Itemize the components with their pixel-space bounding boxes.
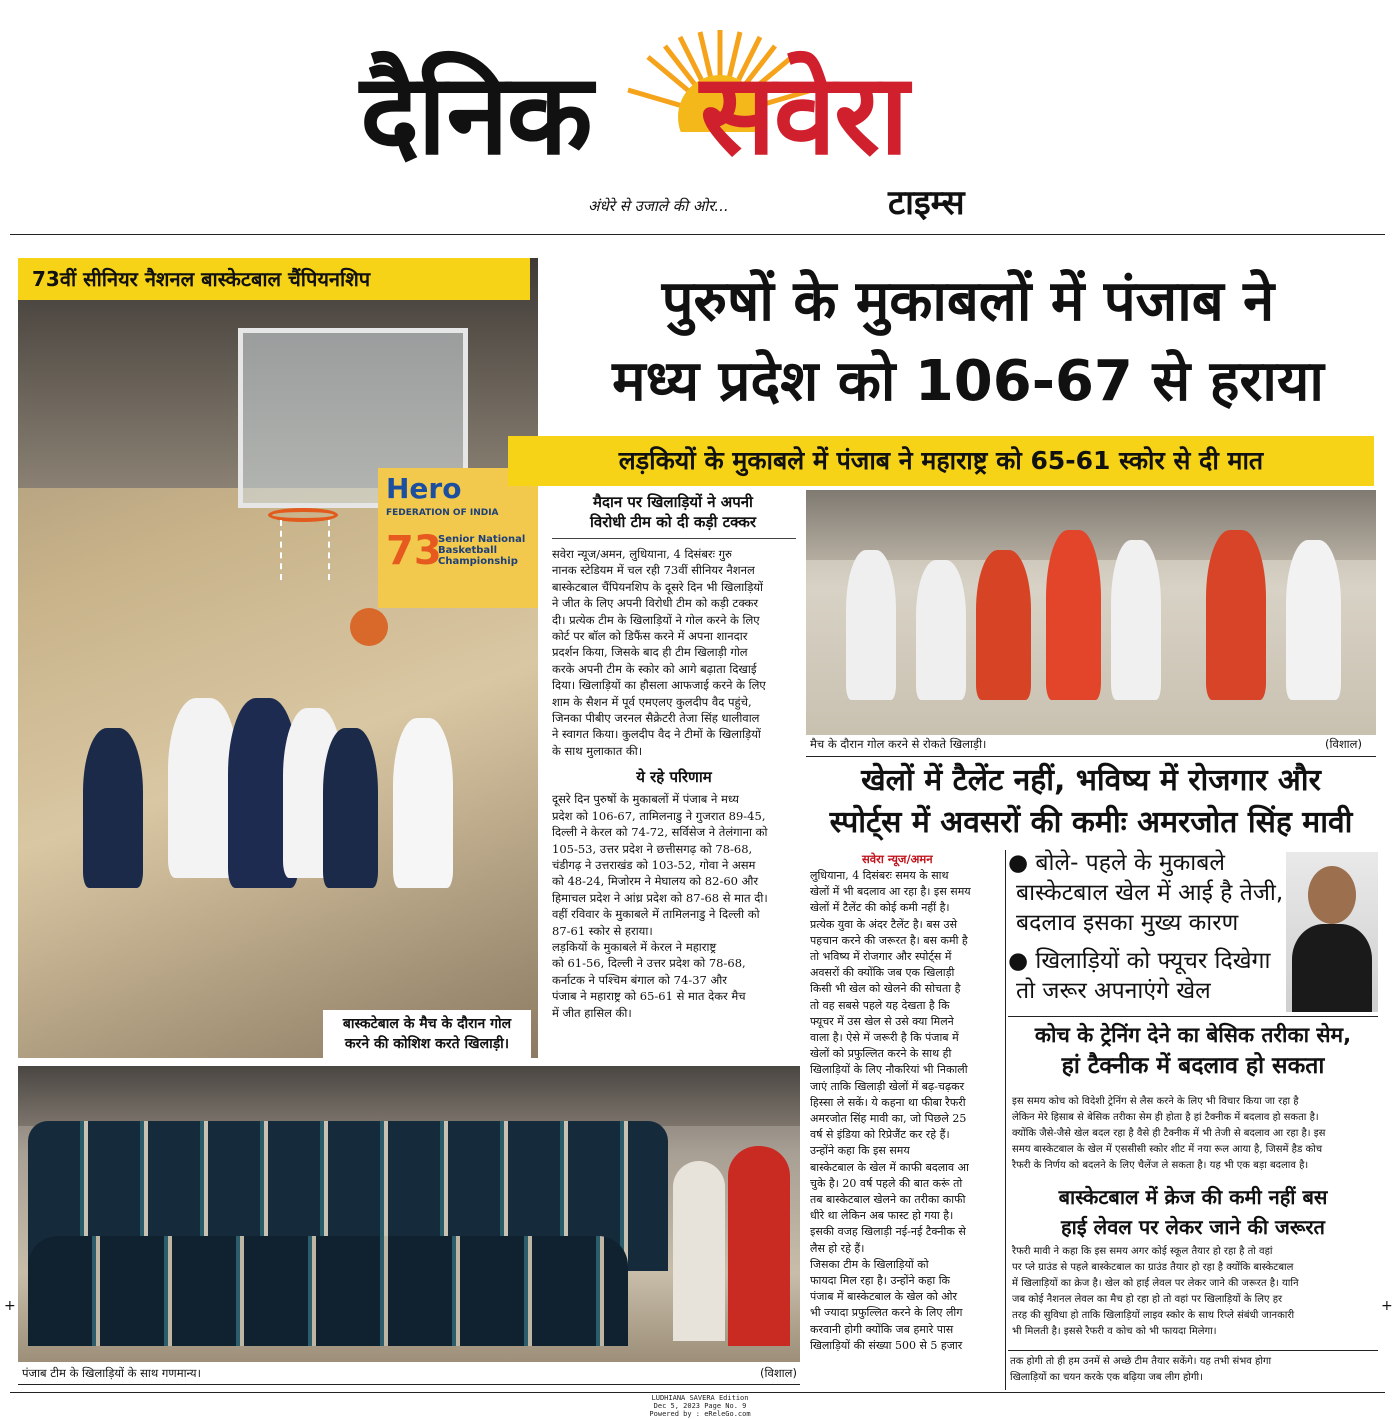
story2-line: खेलों को प्रफुल्लित करने के साथ ही <box>810 1047 952 1061</box>
main-headline <box>548 262 1388 422</box>
story1-line: के साथ मुलाकात की। <box>552 743 643 758</box>
results-line: हिमाचल प्रदेश ने आंध्र प्रदेश को 87-68 से मात दी। <box>552 890 768 905</box>
story2-headline-line2: स्पोर्ट्स में अवसरों की कमीः अमरजोत सिंह मावी <box>829 805 1353 840</box>
story1-line: करके अपनी टीम के स्कोर को आगे बढ़ाता दिखाई <box>552 661 757 676</box>
story2-line: वर्ष से इंडिया को रिप्रेजैंट कर रहे हैं। <box>810 1128 950 1142</box>
team-photo <box>18 1066 800 1362</box>
bottom-rule <box>10 1392 1385 1393</box>
story2-line: फ्यूचर में उस खेल से उसे क्या मिलने <box>810 1014 954 1028</box>
basketball-action-photo <box>18 258 538 1058</box>
bottom-line2: खिलाड़ियों का चयन करके एक बढ़िया जब लीग होगी। <box>1010 1372 1203 1383</box>
banner-championship: Senior National Basketball Championship <box>438 534 526 567</box>
sub2-heading-line2: हाई लेवल पर लेकर जाने की जरूरत <box>1061 1215 1325 1239</box>
story2-byline: सवेरा न्यूज/अमन <box>862 852 933 866</box>
section-tag: 73वीं सीनियर नैशनल बास्केटबाल चैंपियनशिप <box>18 258 530 300</box>
story2-body <box>810 868 1002 1354</box>
sub2-line: जब कोई नैशनल लेवल का मैच हो रहा हो तो वहां पर खिलाड़ियों के लिए हर <box>1012 1294 1283 1305</box>
column-divider <box>1005 850 1006 1390</box>
masthead-subtitle: टाइम्स <box>888 183 965 223</box>
photo2-rule <box>806 756 1376 757</box>
registration-mark-icon: + <box>1381 1298 1393 1314</box>
team-front-row <box>28 1236 628 1346</box>
bullet-2 <box>1008 946 1284 976</box>
sub1-line: समय बास्केटबाल के खेल में एससीसी स्कोर शीट में नया रूल आया है, जिसमें हैड कोच <box>1012 1144 1323 1155</box>
player-figure <box>1111 540 1161 700</box>
story2-line: पहचान करने की जरूरत है। बस कमी है <box>810 933 968 947</box>
banner-number: 73 <box>386 528 442 574</box>
bullet-1 <box>1008 848 1284 878</box>
story1-line: जिनका पीबीए जरनल सैक्रेटरी तेजा सिंह धालीवाल <box>552 711 760 726</box>
championship-banner <box>378 468 538 608</box>
story1-line: सवेरा न्यूज/अमन, लुधियाना, 4 दिसंबरः गुरु <box>552 547 732 561</box>
results-line: दिल्ली ने केरल को 74-72, सर्विसेज ने तेलंगाना को <box>552 825 768 840</box>
player-figure <box>916 560 966 700</box>
story2-line: करवानी होगी क्योंकि जब हमारे पास <box>810 1322 954 1336</box>
story2-bullets <box>1008 848 1284 1006</box>
story2-line: बास्केटबाल के खेल में काफी बदलाव आ <box>810 1160 969 1174</box>
story2-line: पंजाब में बास्केटबाल के खेल को ओर <box>810 1290 958 1304</box>
story2-line: चुके है। 20 वर्ष पहले की बात करूं तो <box>810 1176 963 1190</box>
results-line: कर्नाटक ने पश्चिम बंगाल को 74-37 और <box>552 972 727 987</box>
bullet2-line2: तो जरूर अपनाएंगे खेल <box>1016 978 1211 1004</box>
story2-line: तो वह सबसे पहले यह देखता है कि <box>810 998 950 1012</box>
sub1-heading-line2: हां टैक्नीक में बदलाव हो सकता <box>1061 1053 1325 1079</box>
results-line: दूसरे दिन पुरुषों के मुकाबलों में पंजाब ने मध्य <box>552 792 739 807</box>
portrait-head <box>1308 866 1356 924</box>
story1-line: प्रदर्शन किया, जिसके बाद ही टीम खिलाड़ी गोल <box>552 645 748 660</box>
headline-line2: मध्य प्रदेश को 106-67 से हराया <box>612 349 1324 414</box>
story2-line: धीरे था लेकिन अब फास्ट हो गया है। <box>810 1209 954 1223</box>
sub-headline: लड़कियों के मुकाबले में पंजाब ने महाराष्ट्र को 65-61 स्कोर से दी मात <box>508 436 1374 486</box>
sub1-line: लेकिन मेरे हिसाब से बेसिक तरीका सेम ही होता है हां टैक्नीक में बदलाव हो सकता है। <box>1012 1112 1319 1123</box>
team-caption-rule <box>18 1384 800 1385</box>
story2-line: वाला है। ऐसे में जरूरी है कि पंजाब में <box>810 1031 959 1045</box>
story2-line: खेलों में टैलेंट की कोई कमी नहीं है। <box>810 901 950 915</box>
crowd-stands <box>18 1066 800 1126</box>
player-figure <box>1046 530 1101 700</box>
story2-headline <box>806 760 1376 844</box>
story1-line: नानक स्टेडियम में चल रही 73वीं सीनियर नैशनल <box>552 563 755 578</box>
girls-match-photo <box>806 490 1376 735</box>
player-figure <box>393 718 453 888</box>
player-figure <box>976 550 1031 700</box>
story2-headline-line1: खेलों में टैलेंट नहीं, भविष्य में रोजगार और <box>861 763 1321 798</box>
headline-line1: पुरुषों के मुकाबलों में पंजाब ने <box>661 269 1275 334</box>
player-figure <box>1206 530 1266 700</box>
story2-line: इसकी वजह खिलाड़ी नई-नई टैक्नीक से <box>810 1225 966 1239</box>
basketball-icon <box>350 608 388 646</box>
hoop-net <box>280 520 330 580</box>
sub2-line: भी मिलती है। इससे रैफरी व कोच को भी फायदा मिलेगा। <box>1012 1326 1217 1337</box>
bullet-dot-icon: ● <box>1008 948 1029 974</box>
player-figure <box>1286 540 1341 700</box>
sub2-line: पर प्ले ग्राउंड से पहले बास्केटबाल का ग्राउंड तैयार हो रहा है क्योंकि बास्केटबाल <box>1012 1262 1294 1273</box>
sub1-heading-line1: कोच के ट्रेनिंग देने का बेसिक तरीका सेम, <box>1034 1023 1352 1047</box>
story1-kicker-line2: विरोधी टीम को दी कड़ी टक्कर <box>590 513 756 531</box>
story2-line: अमरजोत सिंह मावी का, जो पिछले 25 <box>810 1112 967 1126</box>
team-caption: पंजाब टीम के खिलाड़ियों के साथ गणमान्य। <box>22 1366 201 1380</box>
story2-line: तो भविष्य में रोजगार और स्पोर्ट्स में <box>810 950 952 964</box>
sub1-body <box>1012 1094 1378 1174</box>
sub1-rule <box>1008 1016 1378 1017</box>
banner-brand: Hero <box>386 472 462 505</box>
story2-line: लुधियाना, 4 दिसंबरः समय के साथ <box>810 869 949 882</box>
story2-line: तब बास्केटबाल खेलने का तरीका काफी <box>810 1193 966 1207</box>
photo1-caption-line2: करने की कोशिश करते खिलाड़ी। <box>344 1036 510 1052</box>
sub2-line: रैफरी मावी ने कहा कि इस समय अगर कोई स्कूल तैयार हो रहा है तो वहां <box>1012 1246 1273 1257</box>
sub2-heading <box>1008 1182 1378 1242</box>
photo2-caption: मैच के दौरान गोल करने से रोकते खिलाड़ी। <box>810 737 987 751</box>
story1-line: कोर्ट पर बॉल को डिफैंस करने में अपना शानदार <box>552 629 748 644</box>
story1-line: ने जीत के लिए अपनी विरोधी टीम को कड़ी टक्कर <box>552 596 759 611</box>
sub2-line: में खिलाड़ियों का क्रेज है। खेल को हाई लेवल पर लेकर जाने की जरूरत है। यानि <box>1012 1278 1299 1289</box>
registration-mark-icon: + <box>4 1298 16 1314</box>
referee-portrait <box>1286 852 1378 1012</box>
official-figure <box>673 1161 725 1341</box>
sub2-heading-line1: बास्केटबाल में क्रेज की कमी नहीं बस <box>1058 1185 1328 1209</box>
story2-line: जिसका टीम के खिलाड़ियों को <box>810 1257 929 1271</box>
banner-federation: FEDERATION OF INDIA <box>386 508 499 518</box>
results-line: को 48-24, मिजोरम ने मेघालय को 82-60 और <box>552 874 759 889</box>
photo2-credit: (विशाल) <box>1325 737 1362 751</box>
player-figure <box>83 728 143 888</box>
results-line: 87-61 स्कोर से हराया। <box>552 923 653 938</box>
sub2-bottom-rule <box>1008 1350 1378 1351</box>
story1-line: दिया। खिलाड़ियों का हौसला आफजाई करने के लिए <box>552 678 766 693</box>
sub1-heading <box>1008 1020 1378 1082</box>
official-red-jacket <box>728 1146 790 1346</box>
story1-line: ने स्वागत किया। कुलदीप वैद ने टीमों के खिलाड़ियों <box>552 727 761 742</box>
masthead-title-black: दैनिक <box>360 50 591 180</box>
story1-body <box>552 546 796 1021</box>
results-line: को 61-56, दिल्ली ने उत्तर प्रदेश को 78-68, <box>552 956 746 971</box>
bullet2-line1: खिलाड़ियों को फ्यूचर दिखेगा <box>1035 948 1271 974</box>
photo1-caption-line1: बास्कटेबाल के मैच के दौरान गोल <box>342 1016 512 1032</box>
sub1-line: इस समय कोच को विदेशी ट्रेनिंग से लैस करने के लिए भी विचार किया जा रहा है <box>1012 1096 1299 1107</box>
masthead-title-red: सवेरा <box>700 50 907 180</box>
photo1-caption <box>323 1010 531 1058</box>
story1-kicker <box>548 492 798 532</box>
story1-kicker-line1: मैदान पर खिलाड़ियों ने अपनी <box>593 493 753 511</box>
story1-kicker-rule <box>552 538 796 539</box>
story2-line: अवसरों की क्योंकि जब एक खिलाड़ी <box>810 966 955 980</box>
story2-line: जाएं ताकि खिलाड़ी खेलों में बढ़-चढ़कर <box>810 1079 965 1093</box>
results-heading: ये रहे परिणाम <box>636 768 712 787</box>
top-rule <box>10 234 1385 235</box>
results-line: लड़कियों के मुकाबले में केरल ने महाराष्ट्र <box>552 939 717 954</box>
story2-line: उन्होंने कहा कि इस समय <box>810 1144 910 1158</box>
results-line: में जीत हासिल की। <box>552 1005 632 1020</box>
story2-line: फायदा मिल रहा है। उन्होंने कहा कि <box>810 1274 951 1288</box>
story1-line: बास्केटबाल चैंपियनशिप के दूसरे दिन भी खिलाड़ियों <box>552 579 764 594</box>
bullet1-line3: बदलाव इसका मुख्य कारण <box>1016 910 1239 936</box>
story2-line: किसी भी खेल को खेलने की सोचता है <box>810 982 961 996</box>
story2-bottom-text <box>1010 1354 1380 1386</box>
story1-line: शाम के सैशन में पूर्व एमएलए कुलदीप वैद पहुंचे, <box>552 694 752 709</box>
results-line: पंजाब ने महाराष्ट्र को 65-61 से मात देकर मैच <box>552 989 746 1004</box>
story2-line: भी ज्यादा प्रफुल्लित करने के लिए लीग <box>810 1306 963 1320</box>
story2-line: खिलाड़ियों की संख्या 500 से 5 हजार <box>810 1338 963 1352</box>
sub1-line: क्योंकि जैसे-जैसे खेल बदल रहा है वैसे ही टैक्नीक में भी तेजी से बदलाव आ रहा है। इस <box>1012 1128 1326 1139</box>
story2-line: हिस्सा ले सकें। ये कहना था फीबा रैफरी <box>810 1095 966 1109</box>
story2-line: लैस हो रहे हैं। <box>810 1241 865 1255</box>
sub2-body <box>1012 1244 1378 1340</box>
sub1-line: रैफरी के निर्णय को बदलने के लिए चैलेंज ले सकता है। यह भी एक बड़ा बदलाव है। <box>1012 1160 1309 1171</box>
bottom-line1: तक होगी तो ही हम उनमें से अच्छे टीम तैयार सकेंगे। यह तभी संभव होगा <box>1010 1356 1272 1367</box>
footer-line3: Powered by : eReleGo.com <box>649 1410 751 1418</box>
footer <box>600 1394 800 1418</box>
sub2-line: तरह की सुविधा हो ताकि खिलाड़ियों लाइव स्कोर के साथ रिप्ले संबंधी जानकारी <box>1012 1310 1295 1321</box>
bullet-dot-icon: ● <box>1008 850 1029 876</box>
results-line: वहीं रविवार के मुकाबले में तामिलनाडु ने दिल्ली को <box>552 907 760 922</box>
story1-line: दी। प्रत्येक टीम के खिलाड़ियों ने गोल करने के लिए <box>552 612 760 627</box>
story2-line: प्रत्येक युवा के अंदर टैलेंट है। बस उसे <box>810 917 958 931</box>
player-figure <box>323 728 378 888</box>
footer-line1: LUDHIANA SAVERA Edition <box>651 1394 749 1402</box>
player-figure <box>846 550 896 700</box>
bullet1-line1: बोले- पहले के मुकाबले <box>1035 850 1225 876</box>
bullet1-line2: बास्केटबाल खेल में आई है तेजी, <box>1016 880 1284 906</box>
team-credit: (विशाल) <box>760 1366 797 1380</box>
results-line: चंडीगढ़ ने उत्तराखंड को 103-52, गोवा ने असम <box>552 857 756 872</box>
footer-line2: Dec 5, 2023 Page No. 9 <box>653 1402 747 1410</box>
masthead-tagline: अंधेरे से उजाले की ओर... <box>588 197 729 215</box>
results-line: 105-53, उत्तर प्रदेश ने छत्तीसगढ़ को 78-68, <box>552 841 753 856</box>
masthead <box>0 0 1395 232</box>
portrait-body <box>1292 924 1372 1012</box>
results-line: प्रदेश को 106-67, तामिलनाडु ने गुजरात 89-45, <box>552 808 766 823</box>
story2-line: खिलाड़ियों के लिए नौकरियां भी निकाली <box>810 1063 968 1077</box>
story2-line: खेलों में भी बदलाव आ रहा है। इस समय <box>810 885 971 899</box>
